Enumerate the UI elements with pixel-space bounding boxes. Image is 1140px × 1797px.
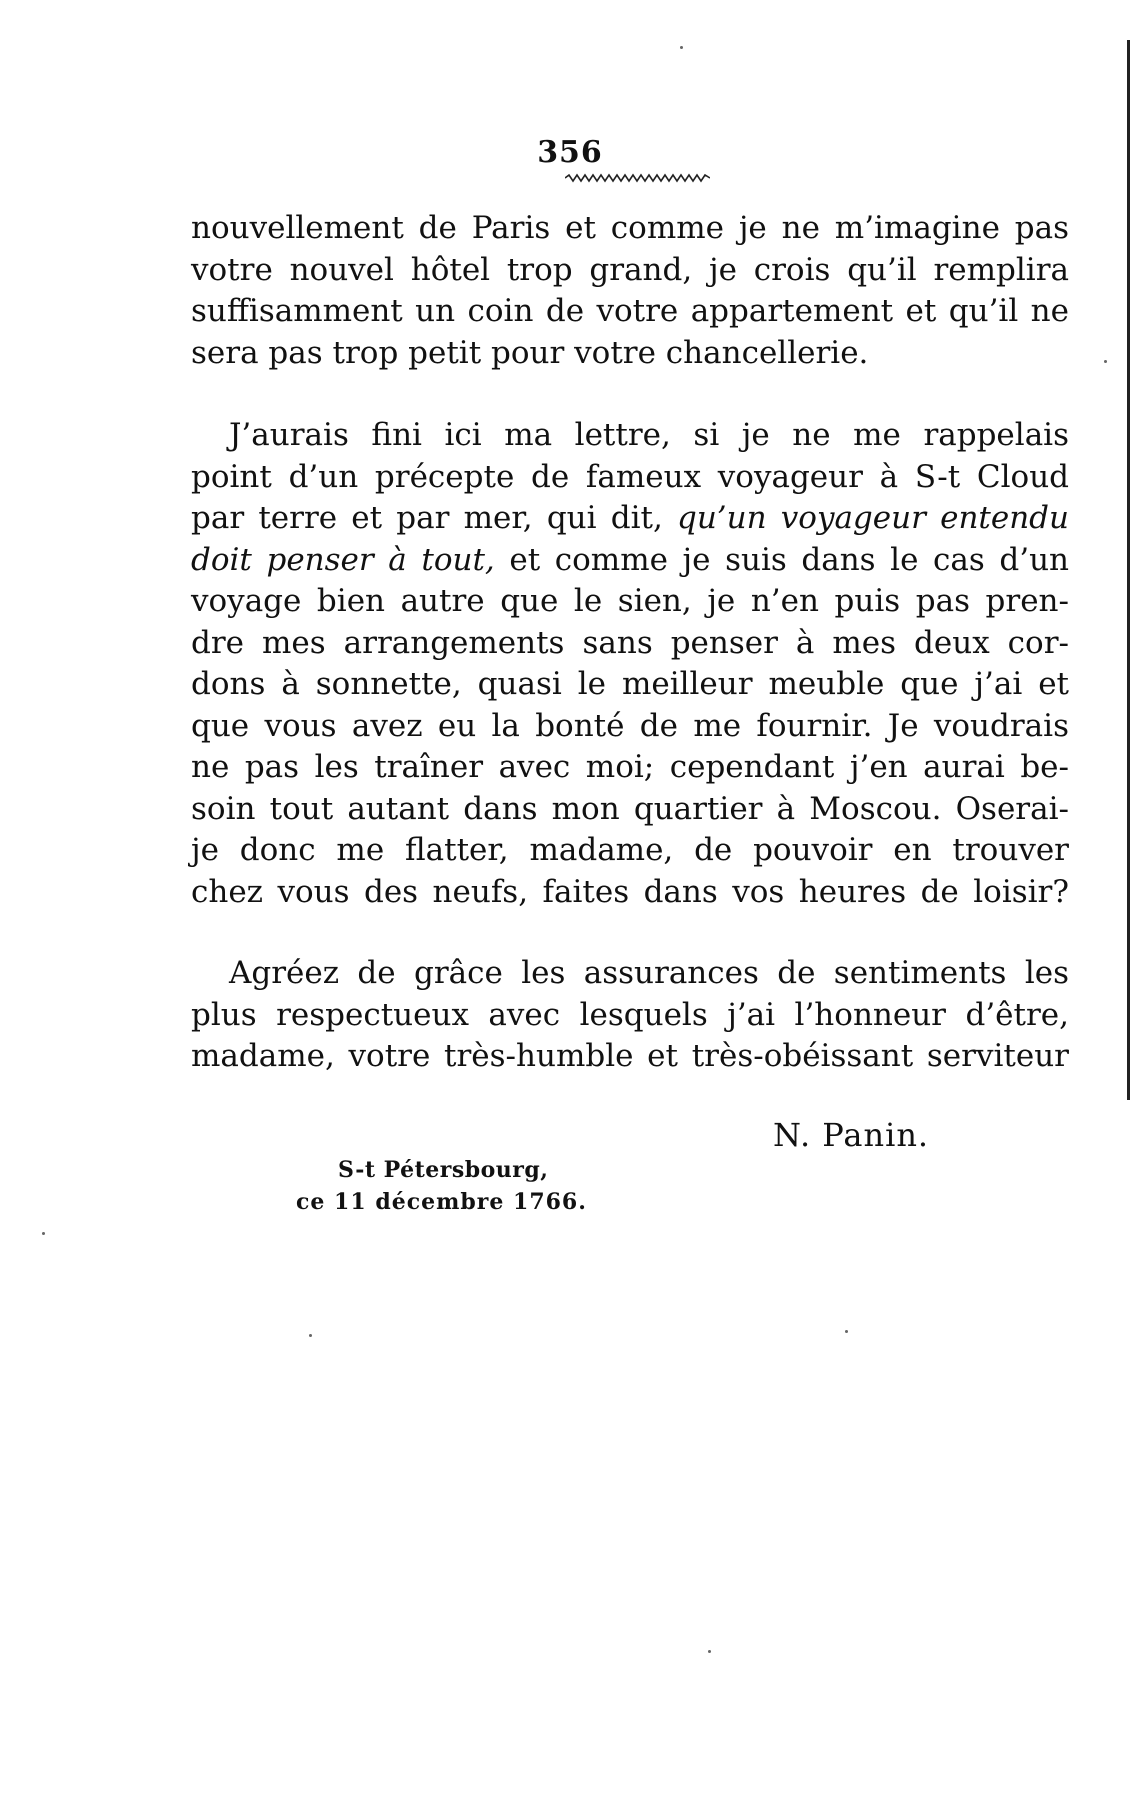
text-line: votre nouvel hôtel trop grand, je crois qu’il remplira bbox=[191, 251, 1069, 288]
text-line: je donc me flatter, madame, de pouvoir en trouver bbox=[191, 832, 1069, 868]
scan-speck bbox=[708, 1650, 711, 1653]
letter-date: ce 11 décembre 1766. bbox=[296, 1189, 587, 1215]
text-line: ne pas les traîner avec moi; cependant j’en aurai be- bbox=[191, 749, 1069, 785]
text-line: suffisamment un coin de votre appartement et qu’il ne bbox=[191, 293, 1069, 329]
text-line: voyage bien autre que le sien, je n’en puis pas pren- bbox=[191, 583, 1069, 619]
paragraph-continuation bbox=[191, 208, 1069, 374]
italic-quote: qu’un voyageur entendu bbox=[676, 500, 1069, 536]
text-line: nouvellement de Paris et comme je ne m’imagine pas bbox=[191, 210, 1069, 246]
text-line: Agréez de grâce les assurances de sentiments les bbox=[229, 955, 1069, 991]
text-line: plus respectueux avec lesquels j’ai l’honneur d’être, bbox=[191, 996, 1069, 1033]
text-line: madame, votre très-humble et très-obéissant serviteur bbox=[191, 1038, 1069, 1074]
text-line: J’aurais fini ici ma lettre, si je ne me rappelais bbox=[229, 417, 1069, 453]
text-segment: par terre et par mer, qui dit, bbox=[191, 500, 677, 536]
text-line: dons à sonnette, quasi le meilleur meuble que j’ai et bbox=[191, 666, 1069, 702]
text-line-with-quote bbox=[191, 540, 1069, 582]
scan-speck bbox=[309, 1334, 312, 1337]
scan-speck bbox=[845, 1330, 848, 1333]
text-line: point d’un précepte de fameux voyageur à S-t Cloud bbox=[191, 458, 1069, 495]
paragraph-closing bbox=[191, 953, 1069, 1078]
scan-speck bbox=[42, 1232, 45, 1235]
letter-place: S-t Pétersbourg, bbox=[338, 1157, 549, 1183]
page-number: 356 bbox=[537, 135, 603, 170]
text-line: dre mes arrangements sans penser à mes deux cor- bbox=[191, 624, 1069, 661]
scan-speck bbox=[1104, 360, 1107, 363]
paragraph-request bbox=[191, 415, 1069, 913]
signature: N. Panin. bbox=[773, 1116, 930, 1154]
italic-quote: doit penser à tout, bbox=[191, 541, 495, 578]
text-line: soin tout autant dans mon quartier à Moscou. Oserai- bbox=[191, 790, 1069, 827]
text-line: que vous avez eu la bonté de me fournir. Je voudrais bbox=[191, 707, 1069, 744]
scan-speck bbox=[680, 46, 683, 49]
text-segment: et comme je suis dans le cas d’un bbox=[494, 541, 1069, 578]
text-line-with-quote bbox=[191, 498, 1069, 540]
text-line: chez vous des neufs, faites dans vos heures de loisir? bbox=[191, 873, 1069, 910]
text-line: sera pas trop petit pour votre chancellerie. bbox=[191, 334, 869, 371]
page-edge-line bbox=[1127, 40, 1130, 1100]
wavy-ornament bbox=[565, 173, 710, 183]
